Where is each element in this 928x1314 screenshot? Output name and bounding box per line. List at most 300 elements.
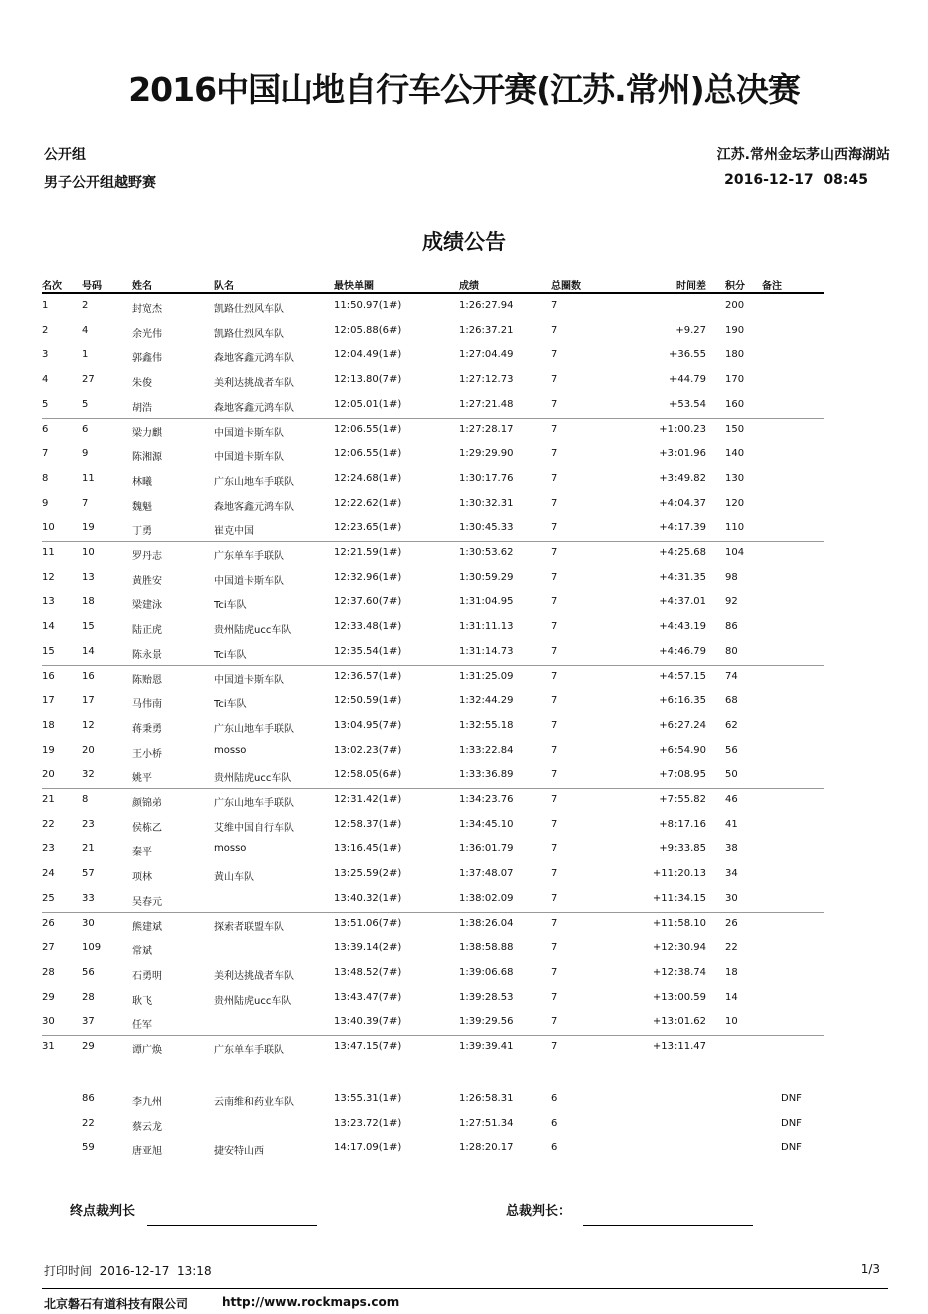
cell-number: 7 [82,497,89,509]
col-name: 姓名 [132,281,152,292]
cell-laps: 7 [551,744,558,756]
cell-name: 颜锦弟 [132,798,162,809]
cell-number: 86 [82,1093,95,1104]
cell-rank: 30 [42,1016,55,1028]
cell-fastest-lap: 13:51.06(7#) [334,917,402,929]
cell-number: 109 [82,942,102,954]
cell-name: 项林 [132,872,152,884]
cell-result: 1:39:28.53 [459,991,514,1003]
cell-name: 朱俊 [132,378,152,390]
cell-fastest-lap: 12:37.60(7#) [334,596,402,608]
cell-gap: +4:04.37 [659,497,706,509]
company-url: http://www.rockmaps.com [222,1295,400,1309]
cell-team: 艾维中国自行车队 [214,822,294,834]
cell-points: 86 [725,621,738,633]
col-result: 成绩 [459,281,479,292]
cell-fastest-lap: 13:47.15(7#) [334,1041,402,1052]
cell-laps: 7 [551,818,558,830]
table-row [42,295,824,319]
cell-number: 23 [82,818,95,830]
cell-points: 80 [725,645,738,657]
cell-fastest-lap: 12:50.59(1#) [334,695,402,707]
cell-rank: 3 [42,349,49,361]
cell-rank: 19 [42,744,55,756]
cell-points: 46 [725,794,738,805]
cell-rank: 25 [42,892,55,904]
page-title: 2016中国山地自行车公开赛(江苏.常州)总决赛 [128,70,800,109]
cell-team: 广东山地车手联队 [214,476,294,488]
cell-gap: +4:31.35 [659,571,706,583]
cell-gap: +11:20.13 [652,868,706,880]
cell-fastest-lap: 12:32.96(1#) [334,571,402,583]
cell-team: 中国道卡斯车队 [214,427,284,439]
cell-name: 梁建泳 [132,600,162,612]
cell-team: 凯路仕烈风车队 [214,304,284,315]
cell-points: 98 [725,571,738,583]
cell-laps: 7 [551,349,558,361]
cell-gap: +13:00.59 [652,991,706,1003]
cell-fastest-lap: 12:06.55(1#) [334,423,402,435]
table-row [42,888,824,912]
cell-laps: 7 [551,892,558,904]
cell-points: 140 [725,448,745,460]
cell-result: 1:33:36.89 [459,769,514,781]
table-row [42,1011,824,1035]
cell-team: 中国道卡斯车队 [214,575,284,587]
company-name: 北京磐石有道科技有限公司 [44,1297,189,1311]
cell-team: 贵州陆虎ucc车队 [214,625,292,637]
cell-fastest-lap: 13:40.32(1#) [334,892,402,904]
cell-gap: +7:55.82 [659,794,706,805]
cell-rank: 12 [42,571,55,583]
cell-laps: 7 [551,769,558,781]
cell-rank: 31 [42,1041,55,1052]
cell-points: 104 [725,547,745,558]
cell-number: 28 [82,991,95,1003]
table-row [42,690,824,714]
cell-name: 任军 [132,1020,152,1032]
cell-fastest-lap: 12:05.88(6#) [334,324,402,336]
cell-fastest-lap: 12:24.68(1#) [334,472,402,484]
cell-fastest-lap: 12:22.62(1#) [334,497,402,509]
cell-rank: 21 [42,794,55,805]
cell-rank: 9 [42,497,49,509]
cell-number: 56 [82,966,95,978]
cell-points: 74 [725,670,738,682]
cell-points: 92 [725,596,738,608]
cell-rank: 4 [42,374,49,386]
cell-rank: 14 [42,621,55,633]
cell-gap: +3:01.96 [659,448,706,460]
cell-result: 1:27:28.17 [459,423,514,435]
cell-gap: +4:43.19 [659,621,706,633]
table-row [42,616,824,640]
col-fastest-lap: 最快单圈 [334,281,374,292]
cell-gap: +8:17.16 [659,818,706,830]
cell-team: 捷安特山西 [214,1146,264,1158]
cell-fastest-lap: 13:43.47(7#) [334,991,402,1003]
cell-points: 130 [725,472,745,484]
cell-rank: 27 [42,942,55,954]
cell-name: 蔡云龙 [132,1121,162,1133]
table-row [42,542,824,566]
cell-team: Tci车队 [214,649,247,661]
cell-points: 68 [725,695,738,707]
cell-team: Tci车队 [214,600,247,612]
table-header [42,276,824,294]
table-row [42,666,824,690]
cell-points: 34 [725,868,738,880]
cell-name: 陆正虎 [132,625,162,637]
cell-laps: 7 [551,719,558,731]
cell-gap: +12:30.94 [652,942,706,954]
cell-team: 广东单车手联队 [214,1045,284,1056]
cell-points: 110 [725,522,745,534]
cell-team: 中国道卡斯车队 [214,452,284,464]
cell-name: 吴春元 [132,896,162,908]
report-title: 成绩公告 [422,230,506,254]
cell-number: 10 [82,547,95,558]
cell-number: 6 [82,423,89,435]
cell-rank: 28 [42,966,55,978]
table-row [42,740,824,764]
cell-number: 15 [82,621,95,633]
cell-result: 1:30:53.62 [459,547,514,558]
cell-name: 罗丹志 [132,551,162,562]
cell-name: 梁力麒 [132,427,162,439]
cell-result: 1:37:48.07 [459,868,514,880]
cell-laps: 7 [551,398,558,410]
cell-name: 陈贻恩 [132,674,162,686]
cell-number: 20 [82,744,95,756]
cell-rank: 15 [42,645,55,657]
cell-laps: 7 [551,374,558,386]
cell-gap: +6:16.35 [659,695,706,707]
cell-points: 180 [725,349,745,361]
cell-rank: 6 [42,423,49,435]
cell-fastest-lap: 13:04.95(7#) [334,719,402,731]
cell-fastest-lap: 13:39.14(2#) [334,942,402,954]
cell-result: 1:31:25.09 [459,670,514,682]
cell-points: 160 [725,398,745,410]
cell-laps: 7 [551,917,558,929]
table-row [42,937,824,961]
cell-result: 1:27:04.49 [459,349,514,361]
cell-result: 1:38:26.04 [459,917,514,929]
cell-fastest-lap: 12:33.48(1#) [334,621,402,633]
cell-fastest-lap: 13:48.52(7#) [334,966,402,978]
cell-number: 12 [82,719,95,731]
cell-points: 170 [725,374,745,386]
cell-team: 美利达挑战者车队 [214,378,294,390]
cell-team: 美利达挑战者车队 [214,970,294,982]
cell-team: Tci车队 [214,699,247,711]
col-gap: 时间差 [676,281,706,292]
cell-fastest-lap: 12:58.05(6#) [334,769,402,781]
cell-gap: +13:01.62 [652,1016,706,1028]
cell-laps: 7 [551,300,558,311]
cell-points: 200 [725,300,745,311]
cell-result: 1:30:17.76 [459,472,514,484]
cell-laps: 6 [551,1093,558,1104]
cell-number: 29 [82,1041,95,1052]
cell-result: 1:26:27.94 [459,300,514,311]
cell-result: 1:32:55.18 [459,719,514,731]
table-row [42,715,824,739]
cell-laps: 7 [551,497,558,509]
cell-fastest-lap: 13:02.23(7#) [334,744,402,756]
cell-team: 森地客鑫元鸿车队 [214,402,294,414]
cell-result: 1:27:12.73 [459,374,514,386]
cell-laps: 7 [551,868,558,880]
cell-fastest-lap: 11:50.97(1#) [334,300,402,311]
cell-rank: 23 [42,843,55,855]
cell-result: 1:26:58.31 [459,1093,514,1104]
cell-number: 37 [82,1016,95,1028]
dnf-row [42,1113,824,1137]
cell-fastest-lap: 12:35.54(1#) [334,645,402,657]
cell-name: 常斌 [132,946,152,958]
cell-gap: +6:54.90 [659,744,706,756]
cell-team: 中国道卡斯车队 [214,674,284,686]
cell-rank: 24 [42,868,55,880]
col-number: 号码 [82,281,102,292]
cell-result: 1:31:11.13 [459,621,514,633]
cell-name: 魏魁 [132,501,152,513]
table-row [42,517,824,541]
cell-number: 13 [82,571,95,583]
table-row [42,863,824,887]
cell-rank: 10 [42,522,55,534]
cell-name: 封宽杰 [132,304,162,315]
table-row [42,443,824,467]
chief-judge-label: 总裁判长： [506,1204,572,1219]
cell-rank: 22 [42,818,55,830]
cell-number: 27 [82,374,95,386]
cell-points: 18 [725,966,738,978]
cell-gap: +13:11.47 [652,1041,706,1052]
page-number: 1/3 [860,1262,880,1276]
cell-points: 190 [725,324,745,336]
cell-gap: +53.54 [668,398,706,410]
cell-name: 丁勇 [132,526,152,538]
cell-team: mosso [214,843,247,855]
cell-name: 姚平 [132,773,152,785]
table-row [42,493,824,517]
cell-name: 石勇明 [132,970,162,982]
cell-rank: 5 [42,398,49,410]
cell-number: 32 [82,769,95,781]
cell-name: 谭广焕 [132,1045,162,1056]
cell-gap: +1:00.23 [659,423,706,435]
cell-number: 17 [82,695,95,707]
cell-team: 云南维和药业车队 [214,1097,294,1108]
cell-laps: 7 [551,991,558,1003]
cell-name: 熊建斌 [132,921,162,933]
cell-points: 38 [725,843,738,855]
table-row [42,789,824,813]
table-row [42,567,824,591]
cell-name: 耿飞 [132,995,152,1007]
table-row [42,838,824,862]
cell-fastest-lap: 12:58.37(1#) [334,818,402,830]
cell-laps: 7 [551,794,558,805]
cell-team: 贵州陆虎ucc车队 [214,995,292,1007]
cell-result: 1:30:45.33 [459,522,514,534]
cell-name: 马伟南 [132,699,162,711]
cell-team: 森地客鑫元鸿车队 [214,353,294,365]
cell-laps: 7 [551,571,558,583]
cell-gap: +44.79 [668,374,706,386]
cell-team: 探索者联盟车队 [214,921,284,933]
table-row [42,764,824,788]
cell-laps: 7 [551,695,558,707]
cell-gap: +4:46.79 [659,645,706,657]
cell-rank: 20 [42,769,55,781]
cell-number: 16 [82,670,95,682]
cell-result: 1:32:44.29 [459,695,514,707]
table-row [42,320,824,344]
cell-number: 57 [82,868,95,880]
cell-points: 30 [725,892,738,904]
cell-fastest-lap: 12:36.57(1#) [334,670,402,682]
cell-gap: +36.55 [668,349,706,361]
cell-name: 郭鑫伟 [132,353,162,365]
cell-name: 秦平 [132,847,152,859]
cell-result: 1:27:51.34 [459,1117,514,1129]
cell-number: 9 [82,448,89,460]
cell-result: 1:27:21.48 [459,398,514,410]
dnf-row [42,1088,824,1112]
table-row [42,962,824,986]
datetime-label: 2016-12-17 08:45 [724,172,868,188]
cell-fastest-lap: 12:06.55(1#) [334,448,402,460]
print-time: 打印时间 2016-12-17 13:18 [44,1264,212,1278]
cell-number: 19 [82,522,95,534]
cell-number: 21 [82,843,95,855]
table-row [42,1036,824,1060]
table-row [42,814,824,838]
cell-name: 王小桥 [132,748,162,760]
cell-fastest-lap: 13:55.31(1#) [334,1093,402,1104]
cell-team: 广东单车手联队 [214,551,284,562]
table-row [42,591,824,615]
cell-laps: 7 [551,448,558,460]
cell-points: 22 [725,942,738,954]
group-label: 公开组 [44,147,86,163]
cell-number: 30 [82,917,95,929]
cell-points: 50 [725,769,738,781]
cell-fastest-lap: 14:17.09(1#) [334,1142,402,1154]
cell-team: 黄山车队 [214,872,254,884]
cell-note: DNF [781,1093,802,1104]
cell-rank: 29 [42,991,55,1003]
cell-points: 41 [725,818,738,830]
cell-name: 侯栋乙 [132,822,162,834]
cell-laps: 7 [551,522,558,534]
cell-rank: 16 [42,670,55,682]
cell-number: 8 [82,794,89,805]
table-row [42,641,824,665]
col-note: 备注 [762,281,782,292]
cell-result: 1:39:39.41 [459,1041,514,1052]
cell-laps: 7 [551,1041,558,1052]
cell-number: 11 [82,472,95,484]
cell-result: 1:31:04.95 [459,596,514,608]
cell-fastest-lap: 12:21.59(1#) [334,547,402,558]
cell-fastest-lap: 12:04.49(1#) [334,349,402,361]
cell-result: 1:34:23.76 [459,794,514,805]
cell-team: 广东山地车手联队 [214,723,294,735]
cell-name: 胡浩 [132,402,152,414]
dnf-row [42,1137,824,1161]
cell-laps: 6 [551,1117,558,1129]
cell-number: 22 [82,1117,95,1129]
cell-result: 1:33:22.84 [459,744,514,756]
cell-gap: +4:37.01 [659,596,706,608]
cell-name: 唐亚旭 [132,1146,162,1158]
col-team: 队名 [214,281,234,292]
cell-number: 33 [82,892,95,904]
table-row [42,369,824,393]
cell-number: 1 [82,349,89,361]
cell-gap: +9.27 [675,324,706,336]
cell-laps: 7 [551,472,558,484]
table-row [42,913,824,937]
cell-number: 4 [82,324,89,336]
cell-points: 26 [725,917,738,929]
cell-result: 1:38:02.09 [459,892,514,904]
cell-result: 1:39:06.68 [459,966,514,978]
cell-rank: 7 [42,448,49,460]
cell-laps: 7 [551,547,558,558]
cell-laps: 7 [551,596,558,608]
cell-gap: +11:58.10 [652,917,706,929]
cell-laps: 7 [551,645,558,657]
cell-fastest-lap: 12:13.80(7#) [334,374,402,386]
cell-result: 1:36:01.79 [459,843,514,855]
category-label: 男子公开组越野赛 [44,175,156,191]
cell-gap: +6:27.24 [659,719,706,731]
cell-fastest-lap: 12:23.65(1#) [334,522,402,534]
cell-laps: 7 [551,621,558,633]
cell-name: 陈永景 [132,649,162,661]
cell-points: 14 [725,991,738,1003]
cell-rank: 1 [42,300,49,311]
table-row [42,987,824,1011]
cell-fastest-lap: 13:25.59(2#) [334,868,402,880]
cell-team: 广东山地车手联队 [214,798,294,809]
cell-fastest-lap: 13:16.45(1#) [334,843,402,855]
cell-name: 蒋秉勇 [132,723,162,735]
cell-result: 1:26:37.21 [459,324,514,336]
cell-number: 5 [82,398,89,410]
cell-name: 林曦 [132,476,152,488]
col-laps: 总圈数 [551,281,581,292]
cell-rank: 8 [42,472,49,484]
cell-points: 10 [725,1016,738,1028]
cell-number: 14 [82,645,95,657]
cell-result: 1:30:59.29 [459,571,514,583]
cell-rank: 17 [42,695,55,707]
cell-team: 崔克中国 [214,526,254,538]
cell-number: 59 [82,1142,95,1154]
venue-label: 江苏.常州金坛茅山西海湖站 [716,147,890,163]
cell-fastest-lap: 13:23.72(1#) [334,1117,402,1129]
cell-result: 1:30:32.31 [459,497,514,509]
cell-team: 凯路仕烈风车队 [214,328,284,340]
cell-gap: +4:25.68 [659,547,706,558]
